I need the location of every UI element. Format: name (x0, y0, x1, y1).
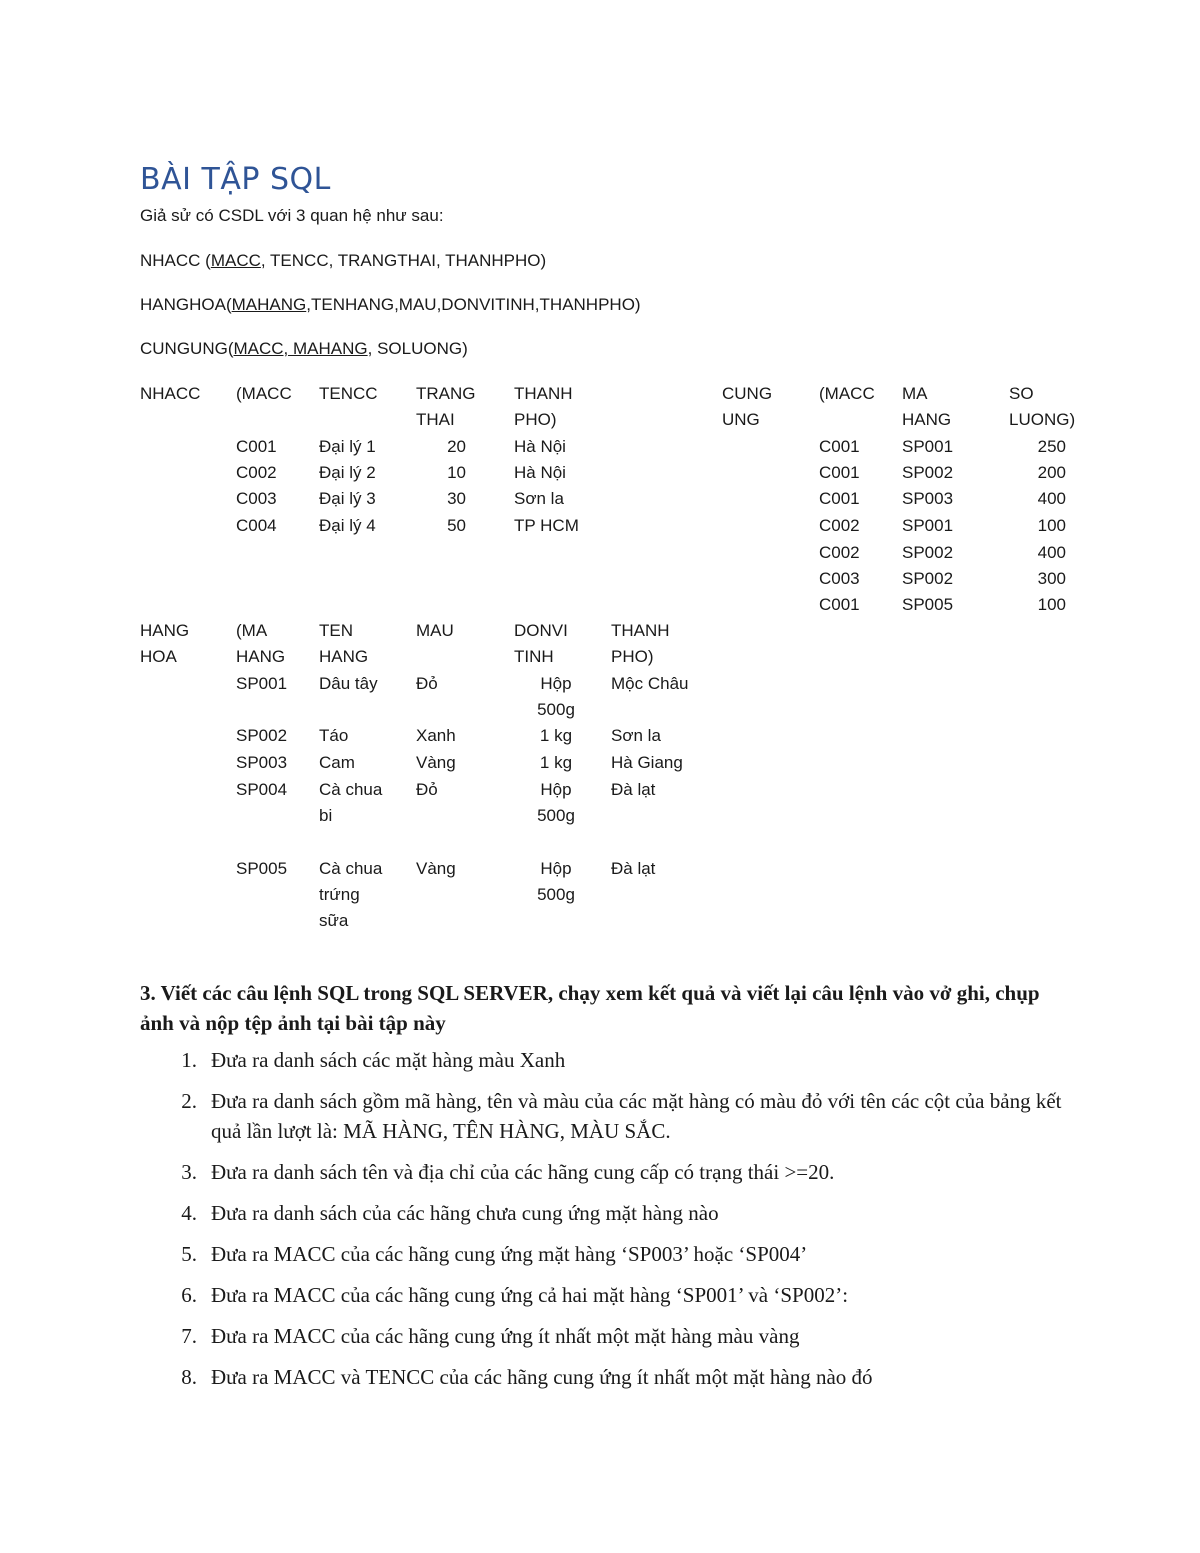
cungung-cell: 100 (1037, 595, 1066, 614)
cungung-cell: C001 (819, 437, 860, 456)
nhacc-cell: 30 (447, 489, 466, 508)
list-item-text: Đưa ra danh sách gồm mã hàng, tên và màu của các mặt hàng có màu đỏ với tên các cột của bảng kết quả lần lượt là: MÃ HÀNG, TÊN HÀNG, MÀU SẮC. (211, 1089, 1062, 1143)
schema-nhacc (140, 251, 546, 271)
list-item-number: 4. (181, 1201, 197, 1225)
cungung-cell: SP002 (902, 543, 954, 562)
nhacc-cell: C003 (236, 489, 277, 508)
nhacc-cell: Đại lý 4 (319, 516, 376, 535)
nhacc-cell: Đại lý 1 (319, 437, 376, 456)
cungung-table-label: CUNG UNG (722, 384, 773, 429)
nhacc-cell: C002 (236, 463, 277, 482)
cungung-cell: C003 (819, 569, 860, 588)
list-item-text: Đưa ra danh sách của các hãng chưa cung ứng mặt hàng nào (211, 1201, 719, 1225)
intro-text: Giả sử có CSDL với 3 quan hệ như sau: (140, 206, 444, 225)
nhacc-cell: 10 (447, 463, 466, 482)
schema-name: NHACC ( (140, 251, 211, 270)
hanghoa-cell: Hà Giang (611, 753, 683, 772)
nhacc-header-thanhpho: THANH PHO) (514, 384, 573, 429)
hanghoa-header-tenhang: TEN HANG (319, 621, 369, 666)
hanghoa-cell: Hộp 500g (537, 674, 575, 719)
hanghoa-cell: Cà chua bi (319, 780, 383, 825)
hanghoa-cell: Sơn la (611, 726, 661, 745)
cungung-cell: C001 (819, 595, 860, 614)
cungung-cell: SP003 (902, 489, 954, 508)
hanghoa-cell: SP003 (236, 753, 288, 772)
list-item-number: 7. (181, 1324, 197, 1348)
page-title: BÀI TẬP SQL (140, 162, 331, 197)
cungung-cell: C001 (819, 463, 860, 482)
nhacc-cell: Hà Nội (514, 463, 566, 482)
cungung-header-soluong: SO LUONG) (1009, 384, 1076, 429)
hanghoa-cell: Mộc Châu (611, 674, 689, 693)
hanghoa-cell: Hộp 500g (537, 859, 575, 904)
hanghoa-cell: Xanh (416, 726, 456, 745)
list-item-number: 2. (181, 1089, 197, 1113)
schema-key: MACC (210, 251, 261, 270)
hanghoa-cell: Vàng (416, 753, 456, 772)
hanghoa-cell: SP004 (236, 780, 288, 799)
hanghoa-cell: Đà lạt (611, 780, 656, 799)
nhacc-header-trangthai: TRANG THAI (416, 384, 476, 429)
list-item-number: 3. (181, 1160, 197, 1184)
list-item-number: 8. (181, 1365, 197, 1389)
hanghoa-cell: 1 kg (539, 753, 573, 772)
cungung-cell: SP002 (902, 463, 954, 482)
nhacc-cell: C001 (236, 437, 277, 456)
hanghoa-cell: Táo (319, 726, 349, 745)
schema-key: MACC, MAHANG (233, 339, 368, 358)
schema-key: MAHANG (231, 295, 307, 314)
cungung-cell: 250 (1037, 437, 1066, 456)
cungung-cell: 300 (1037, 569, 1066, 588)
cungung-cell: 400 (1037, 489, 1066, 508)
hanghoa-cell: Cam (319, 753, 355, 772)
list-item-text: Đưa ra MACC của các hãng cung ứng ít nhất một mặt hàng màu vàng (211, 1324, 800, 1348)
list-item-number: 1. (181, 1048, 197, 1072)
cungung-cell: SP002 (902, 569, 954, 588)
hanghoa-cell: Đà lạt (611, 859, 656, 878)
hanghoa-cell: Cà chua trứng sữa (319, 859, 383, 930)
list-item-text: Đưa ra MACC của các hãng cung ứng cả hai mặt hàng ‘SP001’ và ‘SP002’: (211, 1283, 849, 1307)
cungung-cell: C002 (819, 543, 860, 562)
cungung-header-macc: (MACC (819, 384, 875, 403)
cungung-cell: 200 (1037, 463, 1066, 482)
schema-cungung (140, 339, 468, 359)
list-item-text: Đưa ra MACC và TENCC của các hãng cung ứng ít nhất một mặt hàng nào đó (211, 1365, 873, 1389)
schema-fields: , TENCC, TRANGTHAI, THANHPHO) (260, 251, 547, 270)
list-item-text: Đưa ra danh sách tên và địa chỉ của các hãng cung cấp có trạng thái >=20. (211, 1160, 835, 1184)
nhacc-cell: Sơn la (514, 489, 564, 508)
schema-name: CUNGUNG( (140, 339, 234, 358)
hanghoa-cell: Đỏ (416, 780, 438, 799)
hanghoa-cell: SP002 (236, 726, 288, 745)
nhacc-table-label: NHACC (140, 384, 201, 403)
nhacc-header-tencc: TENCC (319, 384, 378, 403)
nhacc-cell: 50 (447, 516, 466, 535)
cungung-cell: 100 (1037, 516, 1066, 535)
hanghoa-cell: SP005 (236, 859, 288, 878)
hanghoa-table-label: HANG HOA (140, 621, 190, 666)
nhacc-cell: Đại lý 3 (319, 489, 376, 508)
hanghoa-header-thanhpho: THANH PHO) (611, 621, 670, 666)
list-item-text: Đưa ra danh sách các mặt hàng màu Xanh (211, 1048, 566, 1072)
nhacc-cell: Đại lý 2 (319, 463, 376, 482)
cungung-cell: SP001 (902, 516, 954, 535)
nhacc-cell: C004 (236, 516, 277, 535)
cungung-cell: SP001 (902, 437, 954, 456)
hanghoa-cell: 1 kg (539, 726, 573, 745)
nhacc-cell: Hà Nội (514, 437, 566, 456)
schema-hanghoa (140, 295, 641, 315)
nhacc-cell: 20 (447, 437, 466, 456)
schema-name: HANGHOA( (140, 295, 232, 314)
cungung-header-mahang: MA HANG (902, 384, 952, 429)
section-heading: 3. Viết các câu lệnh SQL trong SQL SERVER, chạy xem kết quả và viết lại câu lệnh vào vở ghi, chụp ảnh và nộp tệp ảnh tại bài tập này (140, 981, 1040, 1035)
nhacc-header-macc: (MACC (236, 384, 292, 403)
cungung-cell: C002 (819, 516, 860, 535)
list-item-text: Đưa ra MACC của các hãng cung ứng mặt hàng ‘SP003’ hoặc ‘SP004’ (211, 1242, 808, 1266)
cungung-cell: SP005 (902, 595, 954, 614)
list-item-number: 6. (181, 1283, 197, 1307)
hanghoa-header-mahang: (MA HANG (236, 621, 286, 666)
schema-fields: , SOLUONG) (367, 339, 468, 358)
hanghoa-header-mau: MAU (416, 621, 454, 640)
hanghoa-cell: Dâu tây (319, 674, 378, 693)
list-item-number: 5. (181, 1242, 197, 1266)
hanghoa-cell: Vàng (416, 859, 456, 878)
schema-fields: ,TENHANG,MAU,DONVITINH,THANHPHO) (306, 295, 641, 314)
hanghoa-cell: SP001 (236, 674, 288, 693)
hanghoa-header-donvitinh: DONVI TINH (514, 621, 568, 666)
nhacc-cell: TP HCM (514, 516, 579, 535)
hanghoa-cell: Hộp 500g (537, 780, 575, 825)
hanghoa-cell: Đỏ (416, 674, 438, 693)
cungung-cell: C001 (819, 489, 860, 508)
cungung-cell: 400 (1037, 543, 1066, 562)
